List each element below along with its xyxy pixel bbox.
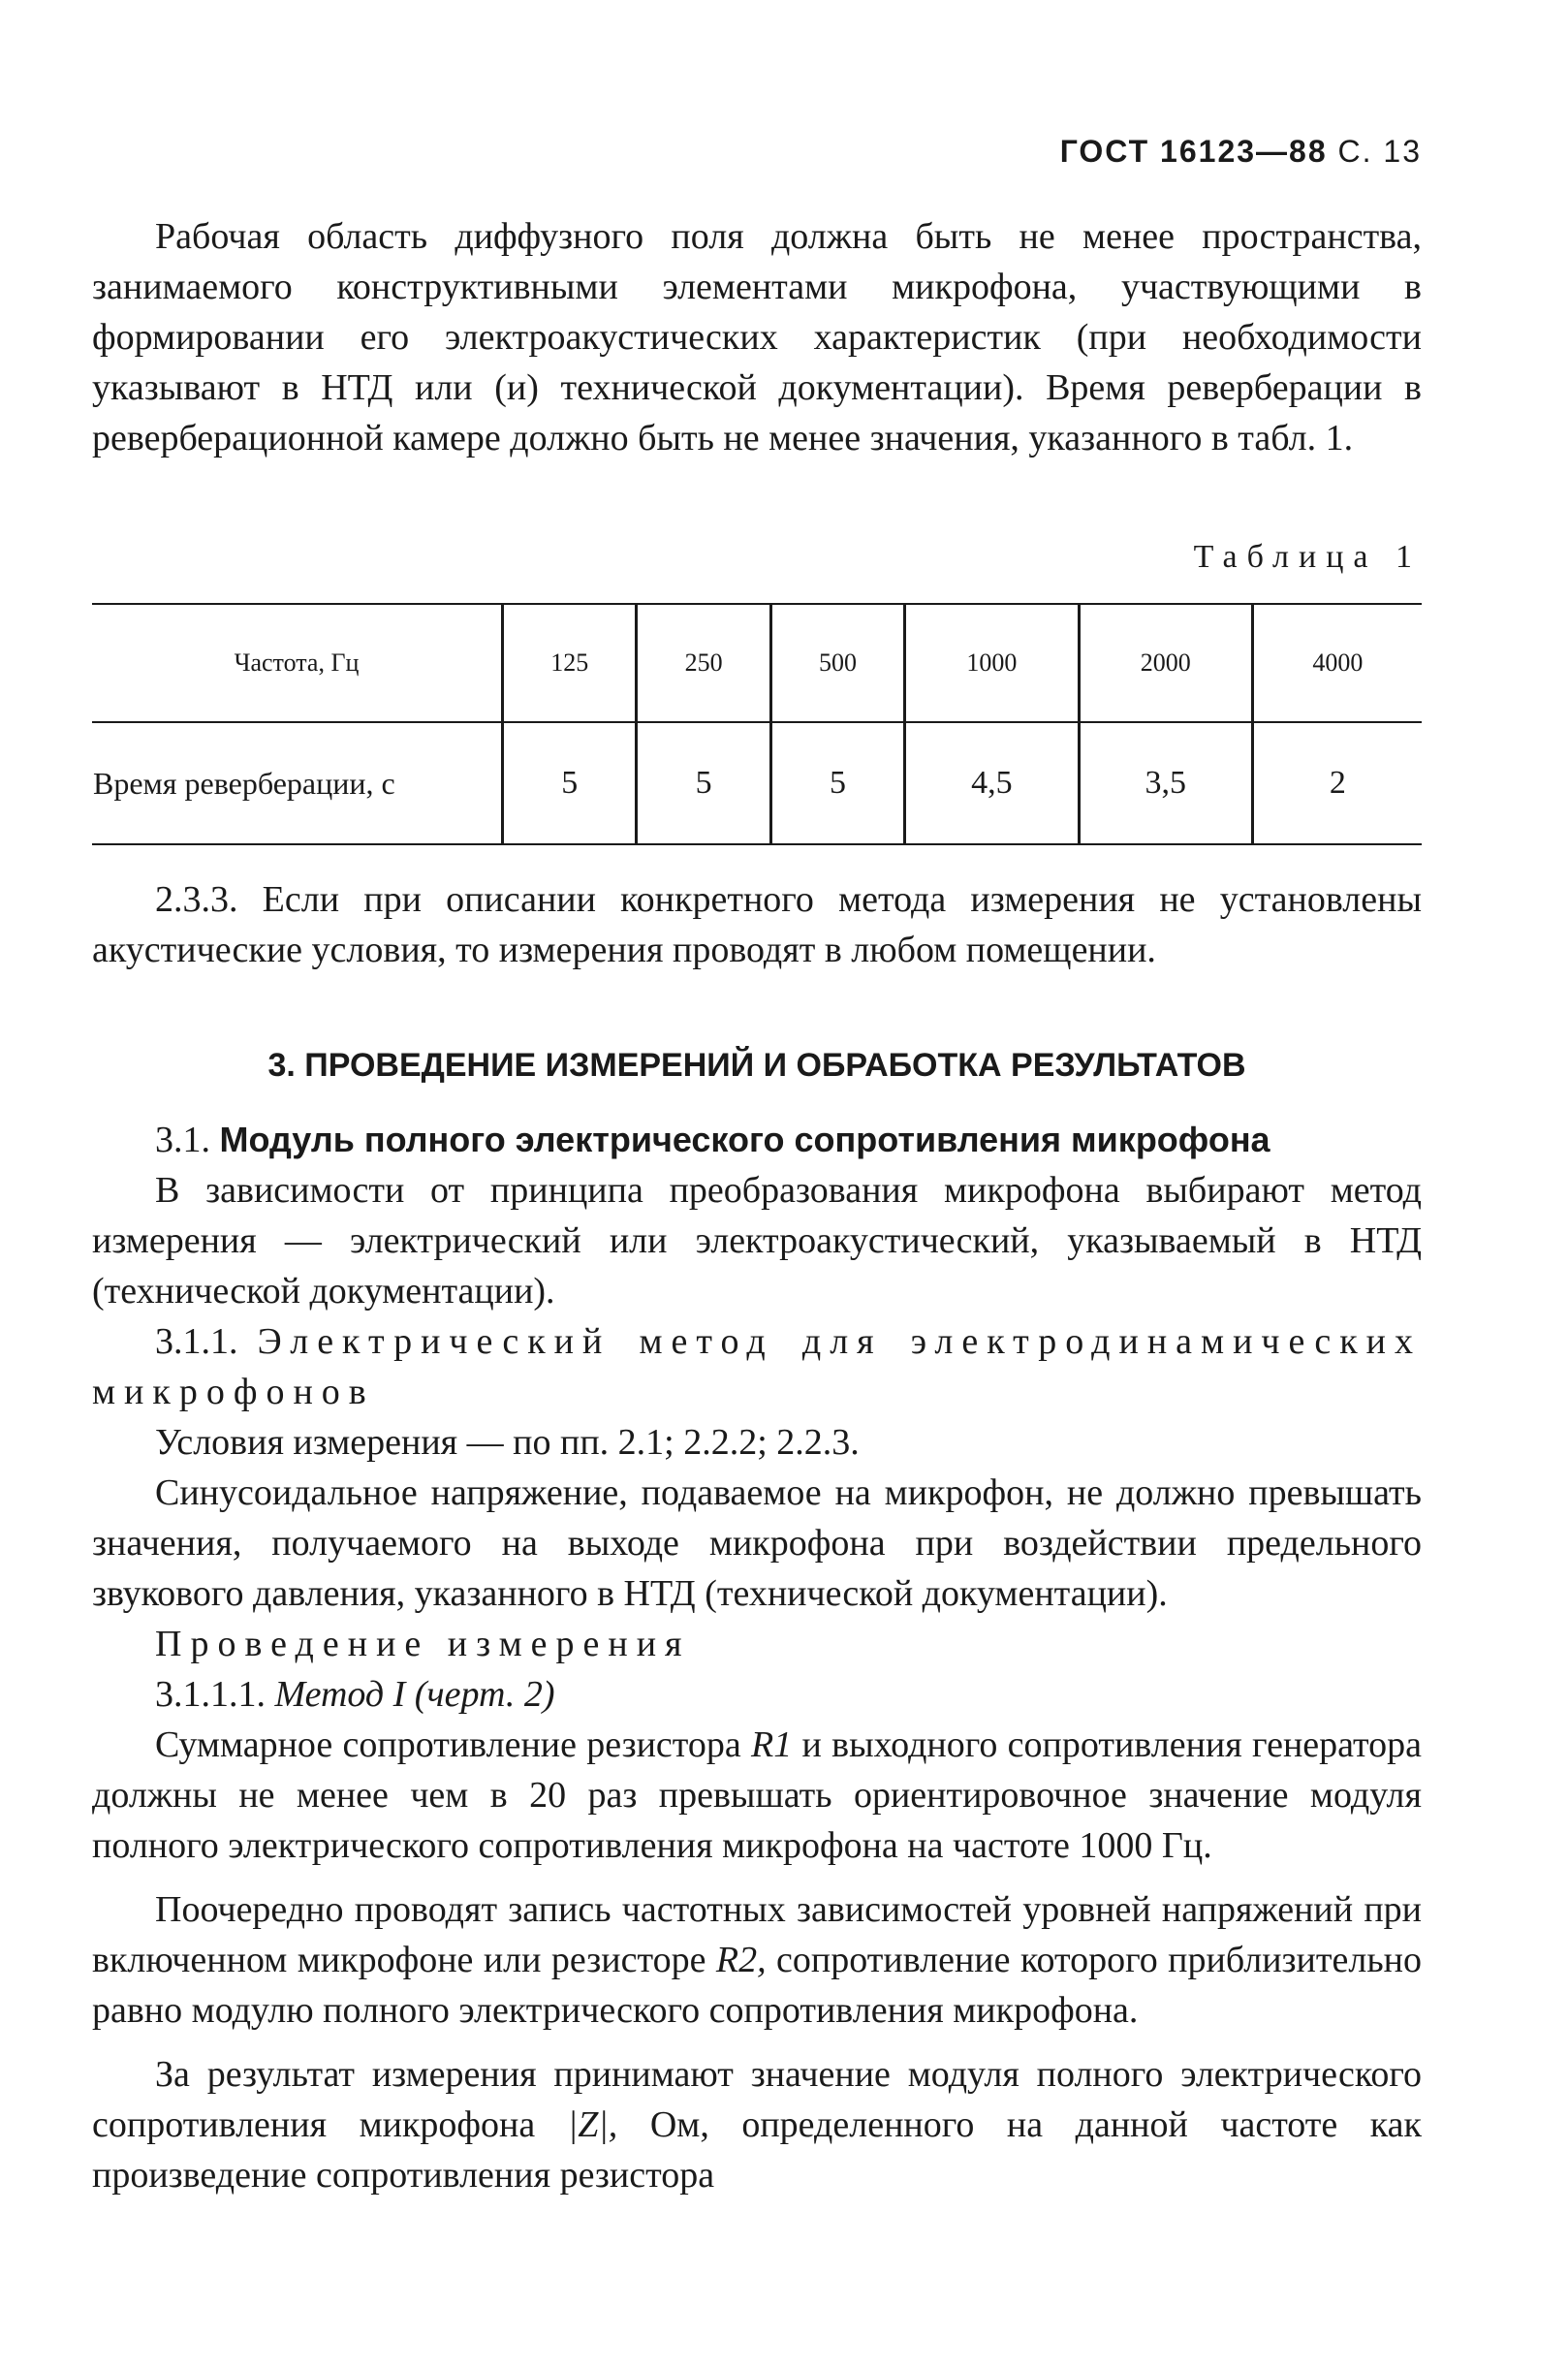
value-cell: 3,5 bbox=[1079, 722, 1252, 844]
resistor-text bbox=[92, 1720, 1422, 1871]
section-3-body bbox=[92, 1115, 1422, 2200]
frequency-cell: 2000 bbox=[1079, 604, 1252, 722]
alternation-text-a: Поочередно проводят запись частотных зависимостей уровней напряжений при включенном микрофоне или резисторе bbox=[92, 1889, 1422, 1980]
clause-3-1-1-1-title: Метод I (черт. 2) bbox=[274, 1674, 555, 1715]
intro-paragraph: Рабочая область диффузного поля должна быть не менее пространства, занимаемого конструктивными элементами микрофона, участвующими в формировании его электроакустических характеристик (при необходимости указывают в НТД или (и) технической документации). Время реверберации в реверберационной камере должно быть не менее значения, указанного в табл. 1. bbox=[92, 216, 1422, 458]
value-cell: 5 bbox=[637, 722, 770, 844]
clause-3-1-1-heading bbox=[92, 1316, 1422, 1417]
frequency-cell: 1000 bbox=[905, 604, 1079, 722]
resistor-text-a: Суммарное сопротивление резистора bbox=[155, 1724, 752, 1765]
resistor-r2: R2, bbox=[715, 1940, 767, 1980]
clause-3-1-text: В зависимости от принципа преобразования микрофона выбирают метод измерения — электрический или электроакустический, указываемый в НТД (технической документации). bbox=[92, 1170, 1422, 1312]
standard-code: ГОСТ 16123—88 bbox=[1059, 134, 1328, 169]
clause-2-3-3 bbox=[92, 874, 1422, 975]
section-3-title: 3. ПРОВЕДЕНИЕ ИЗМЕРЕНИЙ И ОБРАБОТКА РЕЗУЛЬТАТОВ bbox=[267, 1047, 1246, 1084]
clause-3-1-1-1-number: 3.1.1.1. bbox=[155, 1674, 266, 1715]
frequency-cell: 250 bbox=[637, 604, 770, 722]
clause-3-1-1-title: Электрический метод для электродинамических микрофонов bbox=[92, 1321, 1422, 1412]
page-number: С. 13 bbox=[1337, 134, 1422, 169]
clause-3-1-title: Модуль полного электрического сопротивления микрофона bbox=[219, 1120, 1270, 1159]
sinus-text: Синусоидальное напряжение, подаваемое на микрофон, не должно превышать значения, получаемого на выходе микрофона при воздействии предельного звукового давления, указанного в НТД (технической документации). bbox=[92, 1472, 1422, 1614]
frequency-cell: 500 bbox=[770, 604, 904, 722]
clause-3-1-number: 3.1. bbox=[155, 1120, 210, 1160]
clause-3-1-heading bbox=[92, 1115, 1422, 1165]
impedance-z: |Z|, bbox=[567, 2104, 618, 2145]
frequency-header: Частота, Гц bbox=[92, 604, 503, 722]
alternation-text-b: сопротивление которого приблизительно равно модулю полного электрического сопротивления микрофона. bbox=[92, 1940, 1422, 2031]
result-text-a: За результат измерения принимают значение модуля полного электрического сопротивления микрофона bbox=[92, 2054, 1422, 2145]
result-text-b: Ом, определенного на данной частоте как произведение сопротивления резистора bbox=[92, 2104, 1423, 2196]
clause-2-3-3-text: 2.3.3. Если при описании конкретного метода измерения не установлены акустические условия, то измерения проводят в любом помещении. bbox=[92, 879, 1422, 970]
reverberation-label: Время реверберации, с bbox=[93, 766, 395, 801]
conditions-text: Условия измерения — по пп. 2.1; 2.2.2; 2.2.3. bbox=[155, 1422, 860, 1463]
clause-3-1-1-number: 3.1.1. bbox=[155, 1321, 238, 1362]
value-cell: 4,5 bbox=[905, 722, 1079, 844]
table-value-row bbox=[92, 722, 1422, 844]
value-cell: 5 bbox=[503, 722, 637, 844]
procedure-title: Проведение измерения bbox=[155, 1624, 691, 1664]
alternation-text bbox=[92, 1884, 1422, 2036]
clause-3-1-1-1-heading bbox=[92, 1669, 1422, 1720]
table-header-row bbox=[92, 604, 1422, 722]
resistor-r1: R1 bbox=[751, 1724, 793, 1765]
frequency-cell: 125 bbox=[503, 604, 637, 722]
frequency-cell: 4000 bbox=[1252, 604, 1422, 722]
table-caption: Таблица 1 bbox=[1193, 539, 1422, 575]
value-cell: 5 bbox=[770, 722, 904, 844]
page-header bbox=[1060, 134, 1422, 170]
reverberation-table bbox=[92, 603, 1422, 845]
result-text bbox=[92, 2049, 1422, 2200]
intro-section bbox=[92, 211, 1422, 463]
value-cell: 2 bbox=[1252, 722, 1422, 844]
resistor-text-b: и выходного сопротивления генератора должны не менее чем в 20 раз превышать ориентировочное значение модуля полного электрического сопротивления микрофона на частоте 1000 Гц. bbox=[92, 1724, 1422, 1866]
